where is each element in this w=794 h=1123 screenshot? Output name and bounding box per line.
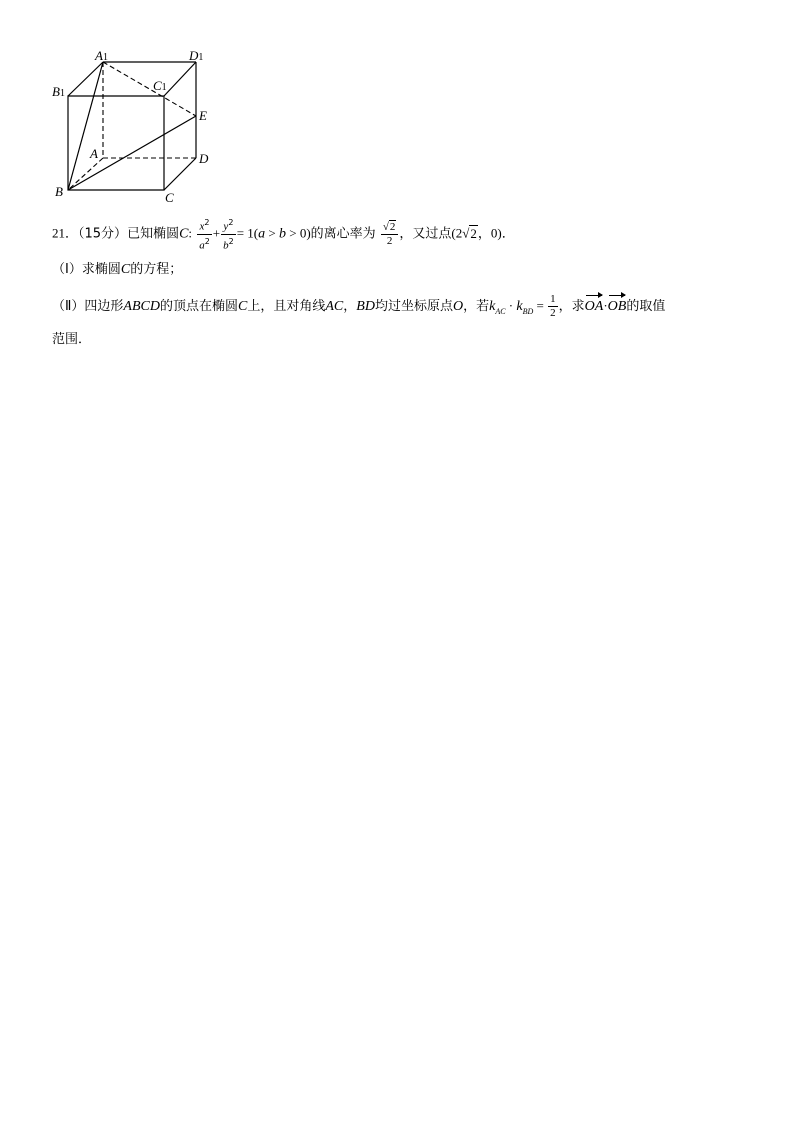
fraction-x2-a2: $\frac{x^2}{a^2}$	[199, 218, 210, 252]
label-C1: C1	[153, 78, 167, 93]
part-2-continued: 范围．	[52, 332, 92, 347]
point-text: ，又过点	[399, 226, 452, 242]
label-C: C	[165, 190, 174, 205]
part-1-label: （Ⅰ）	[52, 262, 82, 277]
problem-number: 21．	[52, 225, 79, 241]
segment-B-E	[68, 116, 196, 190]
vector-OA: OA	[585, 293, 604, 317]
label-E: E	[199, 108, 207, 123]
problem-statement: 21．（15分）已知椭圆C: $\frac{x^2}{a^2}$ + $\frac{y^2}{b^2}$ = 1(a > b > 0)的离心率为 $\frac{√2}{2}$ ，又过点(2√2，0)．	[52, 218, 515, 252]
equation-rhs: = 1(	[236, 225, 259, 241]
label-A1: A1	[95, 48, 108, 63]
problem-score: （15分）	[78, 226, 128, 242]
cube-figure	[40, 40, 230, 210]
part-2-label: （Ⅱ）	[52, 299, 85, 314]
edge-C1-D1	[164, 62, 196, 96]
hidden-edge-A-B	[68, 158, 103, 190]
eccentricity-value: $\frac{√2}{2}$	[381, 221, 399, 248]
problem-intro: 已知椭圆	[127, 226, 180, 242]
part-2: （Ⅱ）四边形ABCD的顶点在椭圆C上，且对角线AC，BD均过坐标原点O，若$k_{AC} \cdot k_{BD}$ = $\frac{1}{2}$ ，求OA·OB的取值	[52, 293, 666, 319]
label-D1: D1	[189, 48, 204, 63]
eccentricity-text: 的离心率为	[310, 226, 376, 242]
segment-A1-B	[68, 62, 103, 190]
part-1: （Ⅰ）求椭圆C的方程；	[52, 262, 183, 277]
label-B1: B1	[52, 84, 65, 99]
label-B: B	[55, 184, 63, 199]
slope-kBD: $k_{BD}$	[516, 299, 534, 316]
slope-kAC: $k_{AC}$	[489, 299, 506, 316]
fraction-y2-b2: $\frac{y^2}{b^2}$	[223, 218, 234, 252]
curve-symbol: C	[179, 226, 189, 242]
fraction-one-half: $\frac{1}{2}$	[550, 293, 556, 319]
edge-D-C	[164, 158, 196, 190]
segment-A1-E	[103, 62, 196, 116]
label-A: A	[90, 146, 98, 161]
vector-OB: OB	[608, 293, 627, 317]
sqrt-2: 2	[470, 225, 477, 241]
label-D: D	[199, 151, 209, 166]
